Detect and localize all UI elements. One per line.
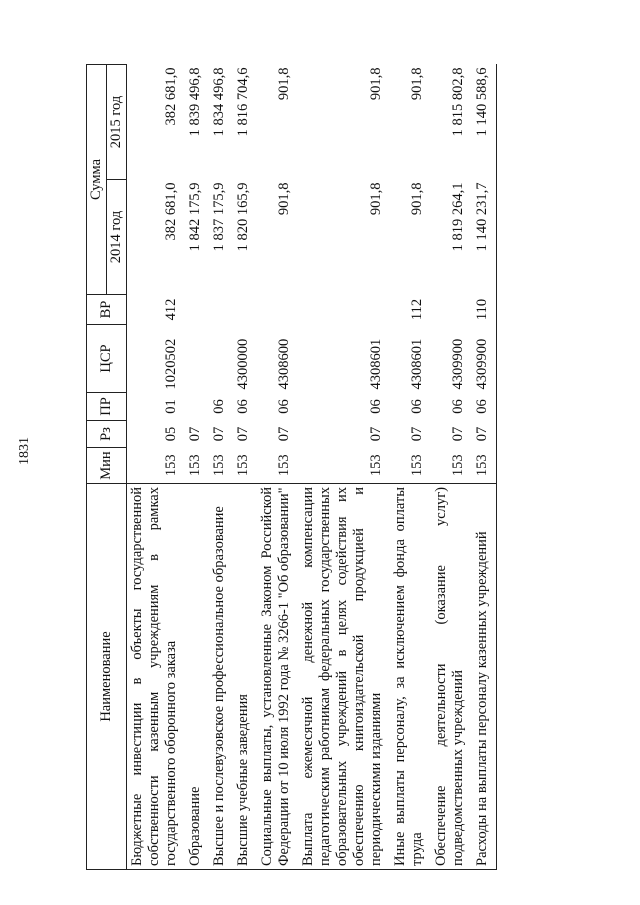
- row-csr: 4308601: [368, 338, 384, 390]
- row-pr: 06: [450, 399, 466, 414]
- row-name: Образование: [185, 484, 209, 870]
- table-row: [209, 65, 233, 870]
- row-pr: 06: [211, 399, 227, 414]
- table-row: [127, 65, 186, 870]
- row-rz: 07: [409, 426, 425, 442]
- row-name: Иные выплаты персоналу, за исключением фонда оплаты труда: [390, 484, 431, 870]
- row-min: 153: [187, 454, 203, 477]
- row-name: Высшее и послевузовское профессиональное образование: [209, 484, 233, 870]
- row-csr: [209, 325, 233, 393]
- row-name: Бюджетные инвестиции в объекты государственной собственности казенным учреждениям в рамках государственного оборонного заказа: [127, 484, 186, 870]
- table-row: [298, 65, 390, 870]
- row-sum-2015: 1 816 704,6: [235, 67, 251, 137]
- row-sum-2014: 382 681,0: [163, 182, 179, 241]
- budget-table: [86, 64, 497, 870]
- table-row: [431, 65, 472, 870]
- row-rz: 07: [211, 426, 227, 442]
- row-vr: [233, 295, 257, 325]
- row-min: 153: [235, 454, 251, 477]
- row-sum-2015: 1 815 802,8: [450, 67, 466, 137]
- header-pr: ПР: [87, 393, 127, 421]
- row-vr: [185, 295, 209, 325]
- row-min: 153: [211, 454, 227, 477]
- row-sum-2014: 1 837 175,9: [211, 182, 227, 252]
- row-sum-2015: 1 839 496,8: [187, 67, 203, 137]
- row-vr: 412: [163, 298, 179, 321]
- row-rz: 07: [187, 426, 203, 442]
- row-vr: [257, 295, 298, 325]
- row-pr: 06: [235, 399, 251, 414]
- row-csr: 1020502: [163, 338, 179, 390]
- row-sum-2015: 901,8: [368, 67, 384, 101]
- row-rz: 05: [163, 426, 179, 442]
- row-csr: 4309900: [472, 325, 497, 393]
- row-vr: 110: [472, 295, 497, 325]
- row-name: Социальные выплаты, установленные Законом Российской Федерации от 10 июля 1992 года № 3266-1 "Об образовании": [257, 484, 298, 870]
- row-sum-2014: 1 842 175,9: [187, 182, 203, 252]
- row-vr: [209, 295, 233, 325]
- row-pr: [185, 393, 209, 421]
- row-pr: 06: [368, 399, 384, 414]
- row-sum-2015: 1 834 496,8: [211, 67, 227, 137]
- row-min: 153: [409, 454, 425, 477]
- table-row: [390, 65, 431, 870]
- row-sum-2014: 1 819 264,1: [450, 182, 466, 252]
- row-sum-2014: 1 140 231,7: [472, 180, 497, 295]
- row-vr: 112: [409, 298, 425, 321]
- row-min: 153: [276, 454, 292, 477]
- row-rz: 07: [472, 421, 497, 448]
- row-sum-2014: 901,8: [409, 182, 425, 216]
- row-pr: 06: [409, 399, 425, 414]
- row-min: 153: [163, 454, 179, 477]
- row-rz: 07: [368, 426, 384, 442]
- page-number: 1831: [17, 437, 32, 465]
- row-pr: 01: [163, 399, 179, 414]
- table-row: [233, 65, 257, 870]
- row-min: 153: [368, 454, 384, 477]
- row-rz: 07: [276, 426, 292, 442]
- row-csr: [185, 325, 209, 393]
- row-rz: 07: [235, 426, 251, 442]
- row-name: Расходы на выплаты персоналу казенных учреждений: [472, 484, 497, 870]
- row-pr: 06: [472, 393, 497, 421]
- header-2015: 2015 год: [107, 65, 127, 180]
- row-csr: 4308601: [409, 338, 425, 390]
- row-csr: 4300000: [235, 338, 251, 390]
- row-pr: 06: [276, 399, 292, 414]
- row-name: Обеспечение деятельности (оказание услуг) подведомственных учреждений: [431, 484, 472, 870]
- row-name: Выплата ежемесячной денежной компенсации педагогическим работникам федеральных государственных образовательных учреждений в целях содействия их обеспечению книгоиздательской продукцией и периодическими изданиями: [298, 484, 390, 870]
- row-rz: 07: [450, 426, 466, 442]
- row-name: Высшие учебные заведения: [233, 484, 257, 870]
- table-row: [257, 65, 298, 870]
- table-row: [185, 65, 209, 870]
- row-sum-2014: 901,8: [276, 182, 292, 216]
- row-min: 153: [472, 448, 497, 484]
- row-vr: [431, 295, 472, 325]
- table-row: [472, 65, 497, 870]
- header-sum: Сумма: [87, 65, 107, 295]
- row-sum-2014: 901,8: [368, 182, 384, 216]
- rotated-page: [86, 65, 548, 870]
- row-sum-2015: 901,8: [409, 67, 425, 101]
- row-sum-2015: 382 681,0: [163, 67, 179, 126]
- header-rz: Рз: [87, 421, 127, 448]
- row-min: 153: [450, 454, 466, 477]
- row-sum-2015: 901,8: [276, 67, 292, 101]
- header-name: Наименование: [87, 484, 127, 870]
- header-min: Мин: [87, 448, 127, 484]
- row-csr: 4309900: [450, 338, 466, 390]
- row-vr: [298, 295, 390, 325]
- header-2014: 2014 год: [107, 180, 127, 295]
- header-csr: ЦСР: [87, 325, 127, 393]
- header-vr: ВР: [87, 295, 127, 325]
- row-csr: 4308600: [276, 338, 292, 390]
- row-sum-2014: 1 820 165,9: [235, 182, 251, 252]
- row-sum-2015: 1 140 588,6: [472, 65, 497, 180]
